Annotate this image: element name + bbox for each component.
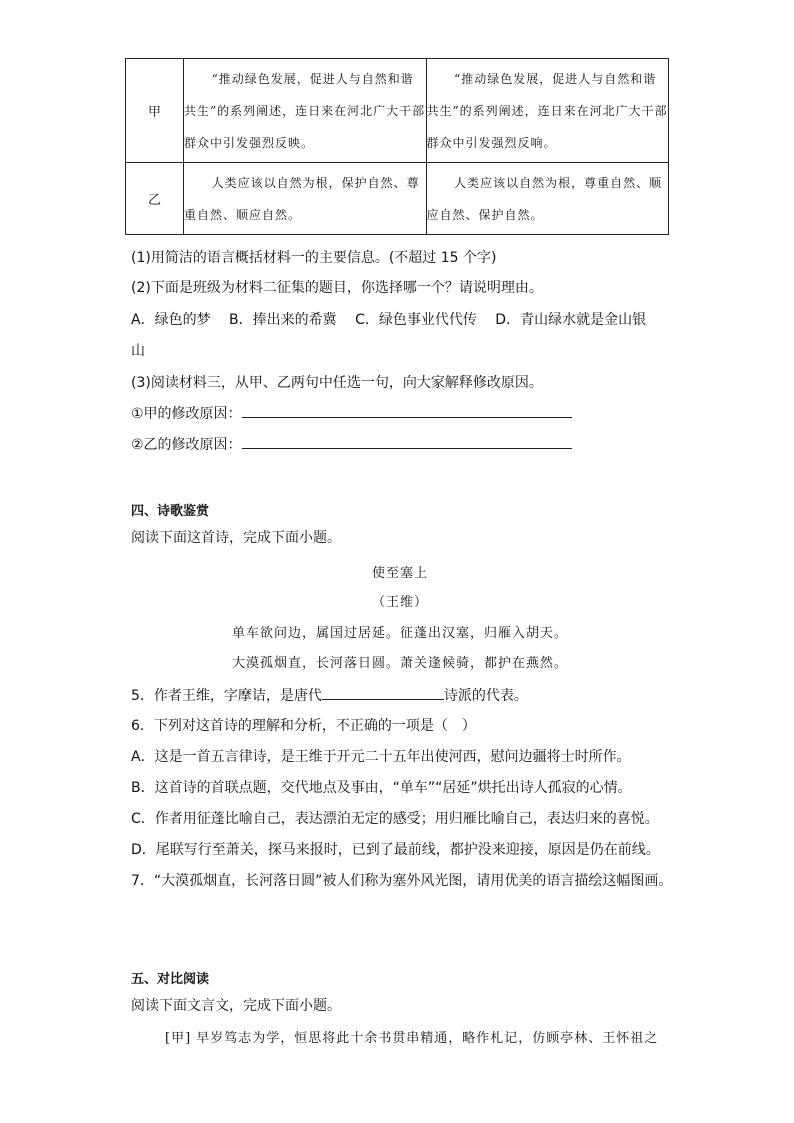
poem-title: 使至塞上 — [371, 566, 428, 581]
answer-line-yi[interactable] — [242, 434, 572, 449]
section-4-intro: 阅读下面这首诗，完成下面小题。 — [131, 530, 341, 546]
poem-line-2: 大漠孤烟直，长河落日圆。萧关逢候骑，都护在燕然。 — [231, 656, 568, 671]
section-4-heading: 四、诗歌鉴赏 — [131, 504, 210, 519]
question-3: (3)阅读材料三，从甲、乙两句中任选一句，向大家解释修改原因。 — [131, 375, 543, 391]
question-6-option-b: B．这首诗的首联点题，交代地点及事由，“单车”“居延”烘托出诗人孤寂的心情。 — [131, 780, 632, 796]
row-label-jia: 甲 — [126, 59, 184, 163]
question-3-jia-label: ①甲的修改原因： — [131, 406, 242, 422]
original-sentence-jia: “推动绿色发展，促进人与自然和谐共生”的系列阐述，连日来在河北广大干部群众中引发强烈反映。 — [184, 59, 427, 163]
section-5-heading: 五、对比阅读 — [131, 972, 210, 987]
question-2-options-cont: 山 — [131, 343, 145, 359]
question-3-yi — [131, 434, 572, 454]
passage-jia: [甲] 早岁笃志为学，恒思将此十余书贯串精通，略作札记，仿顾亭林、王怀祖之 — [165, 1031, 659, 1046]
question-2-options: A．绿色的梦 B．捧出来的希冀 C．绿色事业代代传 D．青山绿水就是金山银 — [131, 312, 647, 328]
question-5-suffix: 诗派的代表。 — [443, 688, 528, 704]
question-1: (1)用简洁的语言概括材料一的主要信息。(不超过 15 个字) — [131, 250, 497, 266]
question-6-option-c: C．作者用征蓬比喻自己，表达漂泊无定的感受；用归雁比喻自己，表达归来的喜悦。 — [131, 811, 659, 827]
table-row — [126, 163, 669, 235]
question-6-option-a: A．这是一首五言律诗，是王维于开元二十五年出使河西，慰问边疆将士时所作。 — [131, 749, 631, 765]
question-6: 6．下列对这首诗的理解和分析，不正确的一项是（ ） — [131, 718, 476, 734]
answer-blank-q5[interactable] — [322, 685, 444, 700]
original-sentence-yi: 人类应该以自然为根，保护自然、尊重自然、顺应自然。 — [184, 163, 427, 235]
question-2: (2)下面是班级为材料二征集的题目，你选择哪一个？请说明理由。 — [131, 280, 543, 296]
question-5-prefix: 5．作者王维，字摩诘，是唐代 — [131, 688, 322, 704]
table-row — [126, 59, 669, 163]
question-6-option-d: D．尾联写行至萧关，探马来报时，已到了最前线，都护没来迎接，原因是仍在前线。 — [131, 842, 660, 858]
poem-line-1: 单车欲问边，属国过居延。征蓬出汉塞，归雁入胡天。 — [231, 626, 568, 641]
question-3-jia — [131, 403, 572, 423]
revised-sentence-yi: 人类应该以自然为根，尊重自然、顺应自然、保护自然。 — [426, 163, 669, 235]
section-5-intro: 阅读下面文言文，完成下面小题。 — [131, 998, 341, 1014]
question-5 — [131, 685, 528, 705]
poem-author: （王维） — [371, 595, 428, 610]
revised-sentence-jia: “推动绿色发展，促进人与自然和谐共生”的系列阐述，连日来在河北广大干部群众中引发强烈反响。 — [426, 59, 669, 163]
row-label-yi: 乙 — [126, 163, 184, 235]
comparison-table — [125, 58, 669, 235]
answer-line-jia[interactable] — [242, 403, 572, 418]
question-7: 7．“大漠孤烟直，长河落日圆”被人们称为塞外风光图，请用优美的语言描绘这幅图画。 — [131, 873, 673, 889]
question-3-yi-label: ②乙的修改原因： — [131, 437, 242, 453]
